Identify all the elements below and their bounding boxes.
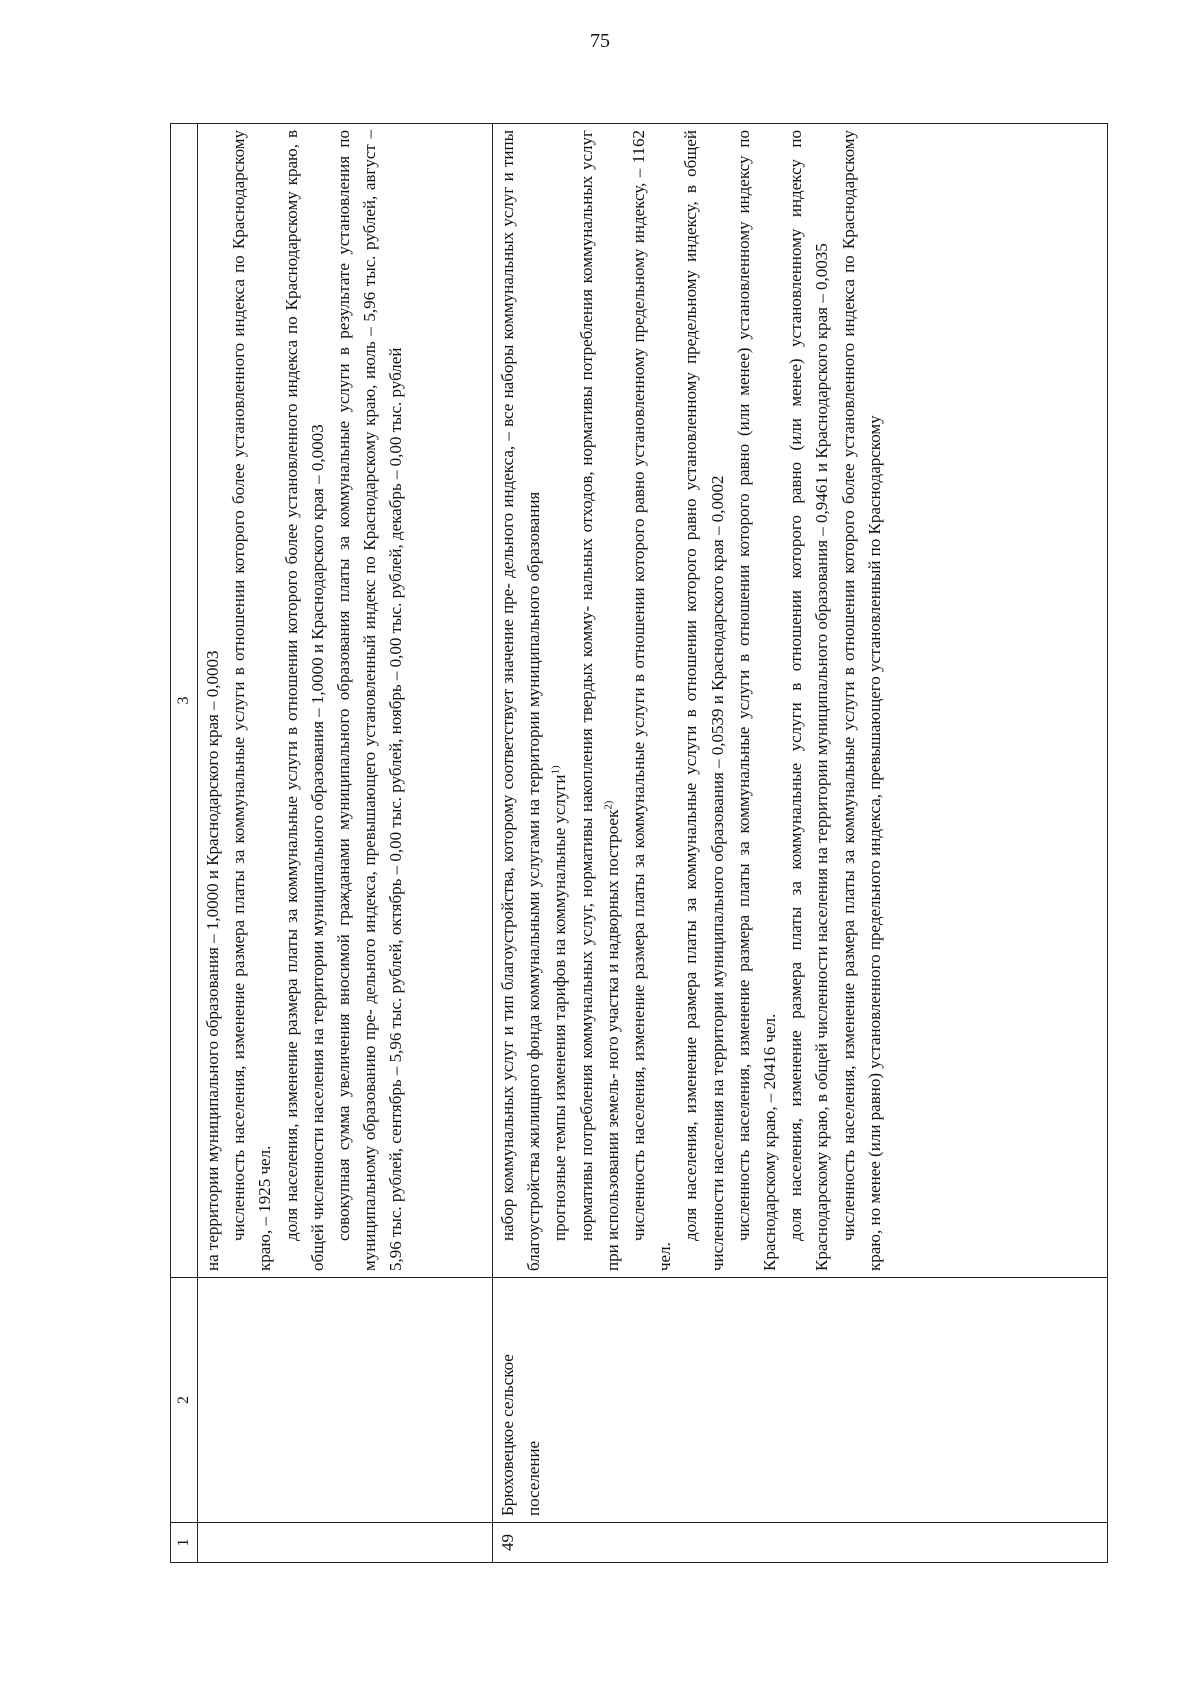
footnote-mark: 1) (549, 765, 562, 775)
table-row (493, 124, 1108, 1563)
rotated-table-container (170, 123, 1108, 1563)
paragraph: набор коммунальных услуг и тип благоустройства, которому соответствует значение пре- дельного индекса, – все наборы коммунальных услуг и типы благоустройства жилищного фонда коммунальными услугами на территории муниципального образования (498, 130, 544, 1271)
paragraph: численность населения, изменение размера платы за коммунальные услуги в отношении которого равно установленному предельному индексу, – 1162 чел. (629, 130, 675, 1271)
document-table (170, 123, 1108, 1563)
header-col-2: 2 (171, 1278, 198, 1523)
rotated-table-area (170, 123, 1108, 1563)
header-col-3: 3 (171, 124, 198, 1278)
paragraph: доля населения, изменение размера платы за коммунальные услуги в отношении которого более установленного индекса по Краснодарскому краю, в общей численности населения на территории муниципального образования – 1,0000 и Краснодарского края – 0,0003 (281, 130, 327, 1271)
paragraph: доля населения, изменение размера платы за коммунальные услуги в отношении которого равно (или менее) установленному индексу по Краснодарскому краю, в общей численности населения на территории муниципального образования – 0,9461 и Краснодарского края – 0,0035 (786, 130, 832, 1271)
paragraph: численность населения, изменение размера платы за коммунальные услуги в отношении которого более установленного индекса по Краснодарскому краю, – 1925 чел. (229, 130, 275, 1271)
paragraph: численность населения, изменение размера платы за коммунальные услуги в отношении которого более установленного индекса по Краснодарскому краю, но менее (или равно) установленного предельного индекса, превышающего установленный по Краснодарскому (838, 130, 884, 1271)
header-col-1: 1 (171, 1523, 198, 1563)
paragraph: численность населения, изменение размера платы за коммунальные услуги в отношении которого равно (или менее) установленному индексу по Краснодарскому краю, – 20416 чел. (733, 130, 780, 1271)
table-row (198, 124, 493, 1563)
paragraph: доля населения, изменение размера платы за коммунальные услуги в отношении которого равно установленному предельному индексу, в общей численности населения на территории муниципального образования – 0,0539 и Краснодарского края – 0,0002 (681, 130, 727, 1271)
description-cell (198, 124, 493, 1278)
paragraph: на территории муниципального образования – 1,0000 и Краснодарского края – 0,0003 (203, 650, 222, 1271)
paragraph (547, 130, 573, 1271)
footnote-mark: 2) (602, 800, 615, 810)
page-number: 75 (590, 30, 610, 52)
paragraph-text: прогнозные темпы изменения тарифов на коммунальные услуги (550, 774, 570, 1241)
settlement-name: Брюховецкое сельское поселение (493, 1278, 1108, 1523)
row-number: 49 (493, 1523, 1108, 1563)
paragraph (574, 130, 626, 1271)
paragraph-text: нормативы потребления коммунальных услуг, нормативы накопления твердых комму- нальных отходов, нормативы потребления коммунальных услуг при использовании земель- ного участка и надворных построек (576, 130, 622, 1271)
description-cell (493, 124, 1108, 1278)
paragraph: совокупная сумма увеличения вносимой гражданами муниципального образования платы за коммунальные услуги в результате установления по муниципальному образованию пре- дельного индекса, превышающего установленный индекс по Краснодарскому краю, июль – 5,96 тыс. рублей, август – 5,96 тыс. рублей, сентябрь – 5,96 тыс. рублей, октябрь – 0,00 тыс. рублей, ноябрь – 0,00 тыс. рублей, декабрь – 0,00 тыс. рублей (334, 130, 406, 1271)
settlement-name (198, 1278, 493, 1523)
row-number (198, 1523, 493, 1563)
table-header-row (171, 124, 198, 1563)
